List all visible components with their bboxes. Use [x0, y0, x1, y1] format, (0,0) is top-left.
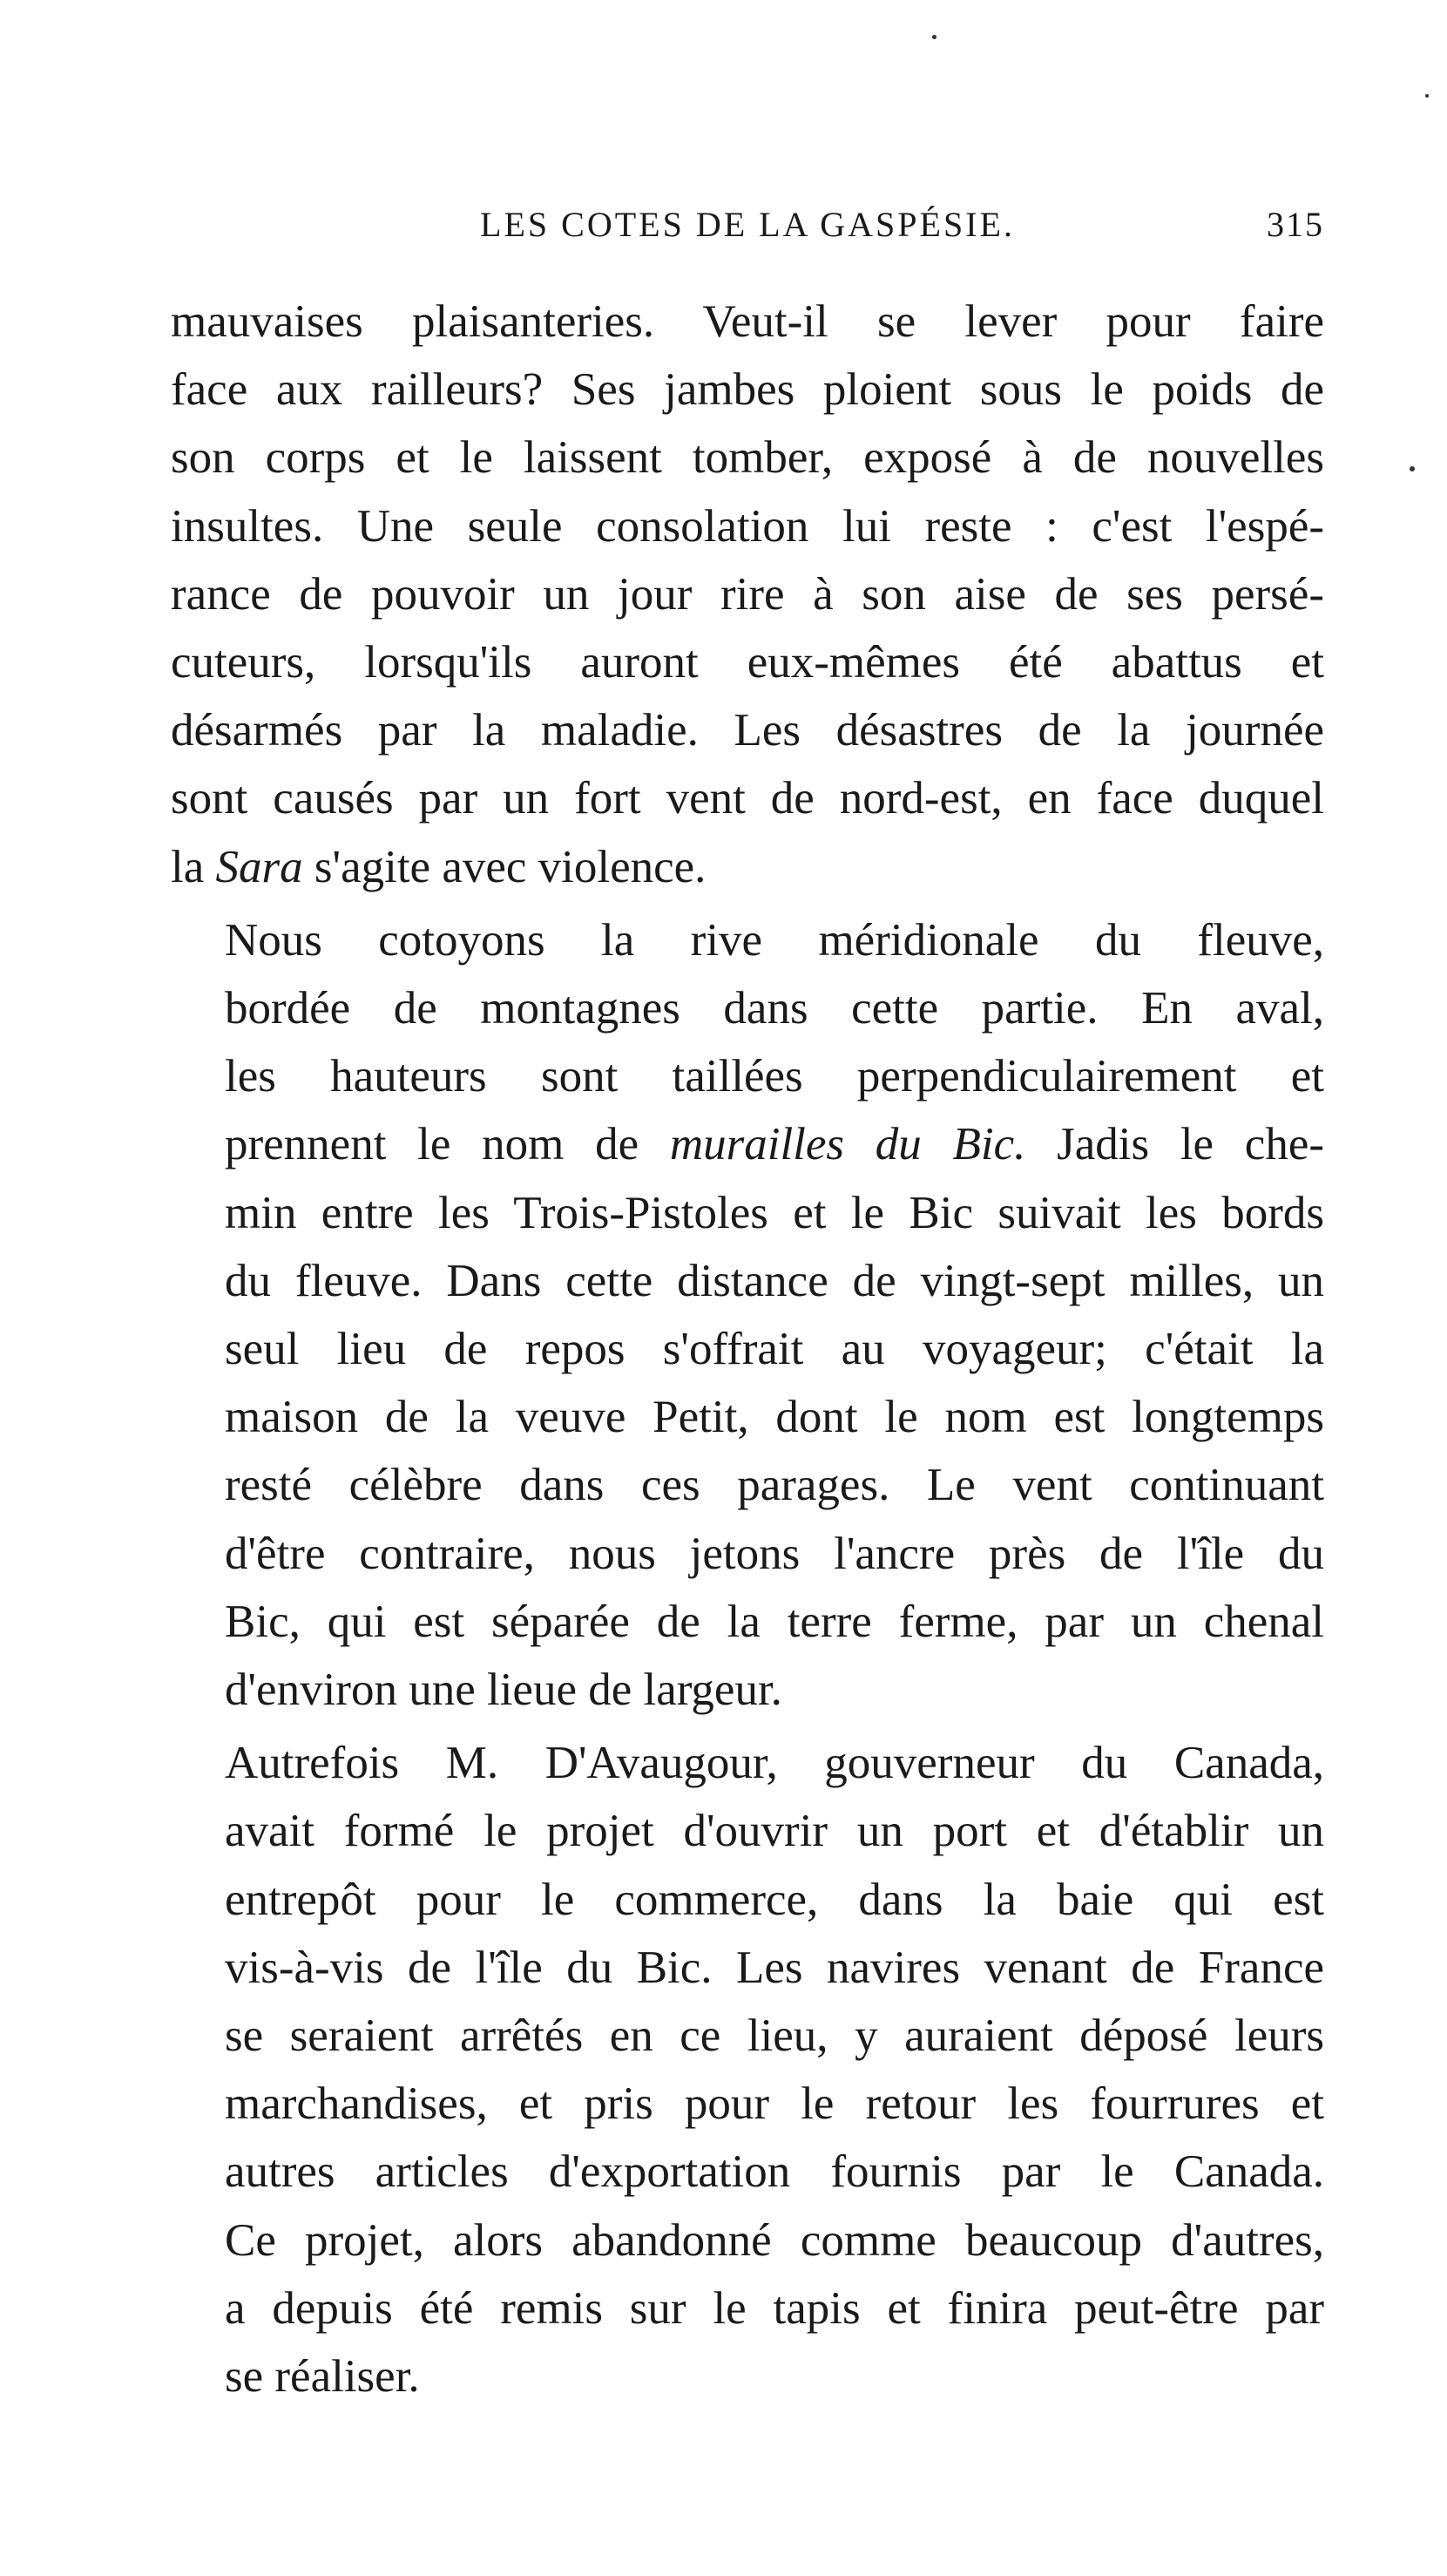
- text-line: seul lieu de repos s'offrait au voyageur; c'était la: [225, 1324, 1324, 1375]
- text-line: d'être contraire, nous jetons l'ancre près de l'île du: [225, 1528, 1324, 1579]
- text-line: [171, 833, 1324, 901]
- text-line: désarmés par la maladie. Les désastres de la journée: [171, 705, 1324, 756]
- text-line: insultes. Une seule consolation lui reste : c'est l'espé-: [171, 500, 1324, 552]
- ink-speck: [1410, 466, 1415, 471]
- ink-speck: [1425, 94, 1429, 98]
- text-run: la: [171, 841, 216, 892]
- text-line: sont causés par un fort vent de nord-est, en face duquel: [171, 773, 1324, 824]
- text-line: mauvaises plaisanteries. Veut-il se lever pour faire: [171, 296, 1324, 347]
- text-line: a depuis été remis sur le tapis et finira peut-être par: [225, 2282, 1324, 2334]
- text-line: avait formé le projet d'ouvrir un port et d'établir un: [225, 1806, 1324, 1857]
- text-line: vis-à-vis de l'île du Bic. Les navires venant de France: [225, 1942, 1324, 1993]
- text-line: les hauteurs sont taillées perpendiculairement et: [225, 1051, 1324, 1102]
- text-line: face aux railleurs? Ses jambes ploient sous le poids de: [171, 364, 1324, 416]
- text-run: Jadis le che-: [1025, 1119, 1324, 1170]
- paragraph-1: [171, 288, 1324, 901]
- text-line: Bic, qui est séparée de la terre ferme, par un chenal: [225, 1596, 1324, 1647]
- text-line: marchandises, et pris pour le retour les fourrures et: [225, 2078, 1324, 2130]
- page-number: 315: [1267, 205, 1324, 244]
- text-line: Ce projet, alors abandonné comme beaucoup d'autres,: [225, 2214, 1324, 2266]
- text-line: autres articles d'exportation fournis par le Canada.: [225, 2146, 1324, 2198]
- text-line: entrepôt pour le commerce, dans la baie qui est: [225, 1874, 1324, 1925]
- text-line: maison de la veuve Petit, dont le nom est longtemps: [225, 1392, 1324, 1443]
- text-line: Autrefois M. D'Avaugour, gouverneur du Canada,: [225, 1738, 1324, 1789]
- text-line: d'environ une lieue de largeur.: [225, 1664, 782, 1716]
- ship-name: Sara: [215, 841, 303, 892]
- text-line: se seraient arrêtés en ce lieu, y auraient déposé leurs: [225, 2010, 1324, 2062]
- ink-speck: [932, 35, 936, 39]
- text-line: bordée de montagnes dans cette partie. En aval,: [225, 983, 1324, 1034]
- page-header: [171, 199, 1324, 251]
- text-line: cuteurs, lorsqu'ils auront eux-mêmes été abattus et: [171, 637, 1324, 688]
- text-line: [171, 1110, 1324, 1178]
- text-line: min entre les Trois-Pistoles et le Bic suivait les bords: [225, 1187, 1324, 1238]
- text-line: du fleuve. Dans cette distance de vingt-sept milles, un: [225, 1255, 1324, 1306]
- text-line: rance de pouvoir un jour rire à son aise de ses persé-: [171, 568, 1324, 620]
- text-line: Nous cotoyons la rive méridionale du fleuve,: [225, 914, 1324, 966]
- paragraph-2: [171, 906, 1324, 1724]
- running-title: LES COTES DE LA GASPÉSIE.: [480, 205, 1015, 244]
- paragraph-3: [171, 1729, 1324, 2410]
- text-line: se réaliser.: [225, 2351, 420, 2403]
- text-line: resté célèbre dans ces parages. Le vent continuant: [225, 1460, 1324, 1511]
- body-text: [171, 288, 1324, 2410]
- text-run: s'agite avec violence.: [302, 841, 707, 892]
- place-name: murailles du Bic.: [669, 1119, 1026, 1170]
- text-run: prennent le nom de: [225, 1119, 670, 1170]
- text-line: son corps et le laissent tomber, exposé à de nouvelles: [171, 432, 1324, 484]
